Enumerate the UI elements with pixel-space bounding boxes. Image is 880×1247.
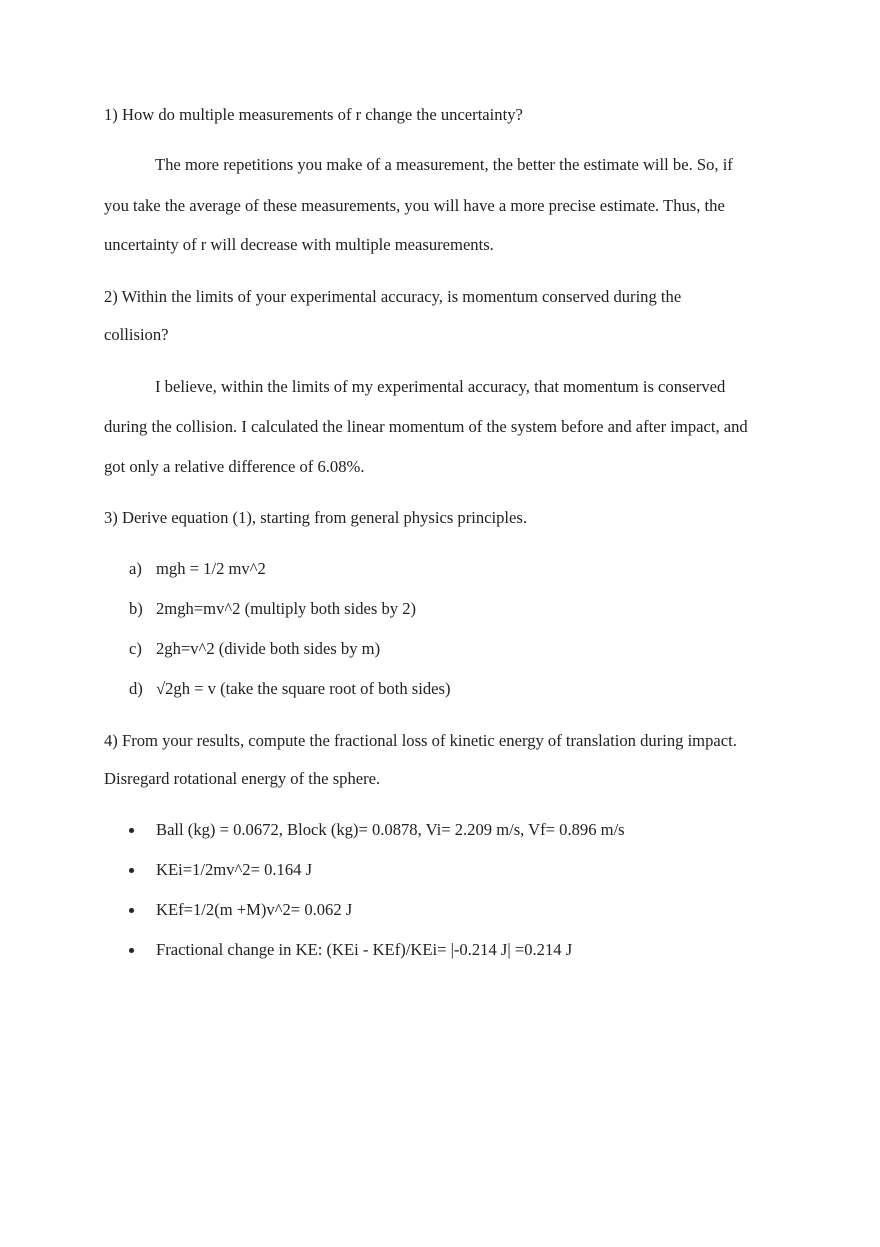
answer-2-line: during the collision. I calculated the linear momentum of the system before and after impact, and — [104, 417, 748, 436]
bullet-icon — [129, 948, 134, 953]
step-text: 2gh=v^2 (divide both sides by m) — [156, 639, 381, 658]
step-marker: c) — [129, 639, 142, 658]
step-text: √2gh = v (take the square root of both sides) — [156, 679, 451, 698]
question-4-line: 4) From your results, compute the fractional loss of kinetic energy of translation during impact. — [104, 731, 737, 750]
question-1: 1) How do multiple measurements of r change the uncertainty? — [104, 105, 523, 124]
bullet-item: KEf=1/2(m +M)v^2= 0.062 J — [156, 900, 353, 919]
answer-1-line: uncertainty of r will decrease with multiple measurements. — [104, 235, 494, 254]
bullet-icon — [129, 828, 134, 833]
answer-1-line: you take the average of these measurements, you will have a more precise estimate. Thus, the — [104, 196, 725, 215]
bullet-item: Ball (kg) = 0.0672, Block (kg)= 0.0878, Vi= 2.209 m/s, Vf= 0.896 m/s — [156, 820, 625, 839]
answer-2-line: got only a relative difference of 6.08%. — [104, 457, 365, 476]
question-2-line: collision? — [104, 325, 169, 344]
answer-2-line: I believe, within the limits of my experimental accuracy, that momentum is conserved — [155, 377, 726, 396]
bullet-item: Fractional change in KE: (KEi - KEf)/KEi= |-0.214 J| =0.214 J — [156, 940, 573, 959]
bullet-item: KEi=1/2mv^2= 0.164 J — [156, 860, 313, 879]
step-text: 2mgh=mv^2 (multiply both sides by 2) — [156, 599, 417, 618]
step-text: mgh = 1/2 mv^2 — [156, 559, 266, 578]
bullet-icon — [129, 908, 134, 913]
step-marker: d) — [129, 679, 143, 698]
question-4-line: Disregard rotational energy of the sphere. — [104, 769, 381, 788]
answer-1-line: The more repetitions you make of a measurement, the better the estimate will be. So, if — [155, 155, 733, 174]
question-3: 3) Derive equation (1), starting from general physics principles. — [104, 508, 528, 527]
step-marker: a) — [129, 559, 142, 578]
question-2-line: 2) Within the limits of your experimental accuracy, is momentum conserved during the — [104, 287, 682, 306]
step-marker: b) — [129, 599, 143, 618]
bullet-icon — [129, 868, 134, 873]
